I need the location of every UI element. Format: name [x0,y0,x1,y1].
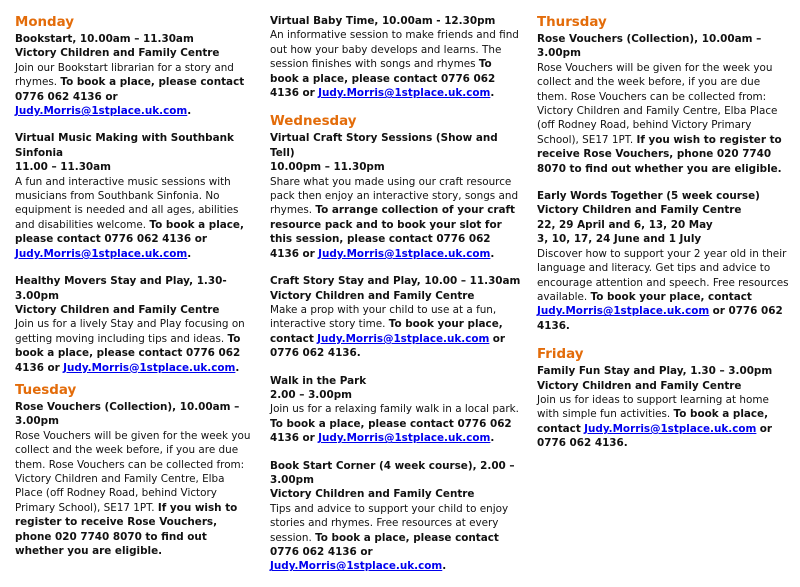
booking-text: To book a place, please contact 0776 062 4136 or [270,531,499,558]
event-venue: Victory Children and Family Centre [15,303,220,316]
event-description: Join us for a relaxing family walk in a local park. [270,403,519,416]
email-link[interactable]: Judy.Morris@1stplace.uk.com [15,105,188,118]
event-description: Discover how to support your 2 year old in their language and literacy. Get tips and advice to encourage attention and speech. Free resources available. [537,247,789,303]
event-virtual-music [15,131,251,261]
booking-text: To book your place, contact [590,290,752,303]
email-link[interactable]: Judy.Morris@1stplace.uk.com [317,332,490,345]
event-healthy-movers [15,274,251,375]
event-walk-in-park [270,374,522,446]
event-venue: Victory Children and Family Centre [537,204,742,217]
event-time: 2.00 – 3.00pm [270,388,352,401]
email-link[interactable]: Judy.Morris@1stplace.uk.com [270,560,443,573]
booking-text: To book a place, please contact 0776 062 4136 or [270,417,512,445]
event-time: 10.00pm – 11.30pm [270,161,385,174]
booking-text-end: or 0776 062 4136. [537,305,783,332]
day-heading-monday: Monday [15,15,74,30]
column-2 [270,14,522,587]
event-title: Craft Story Stay and Play, 10.00 – 11.30am [270,275,521,288]
event-description: Make a prop with your child to use at a fun, interactive story time. [270,303,497,331]
booking-text: To book a place, please contact 0776 062 4136 or [15,218,244,246]
booking-text: To book a place, please contact 0776 062 4136 or [15,332,241,374]
event-title: Walk in the Park [270,374,367,387]
booking-text-end: . [235,361,240,374]
event-title: Virtual Baby Time, 10.00am - 12.30pm [270,15,496,27]
booking-text-end: . [490,432,495,445]
event-time: 11.00 – 11.30am [15,161,112,174]
event-description: Join our Bookstart librarian for a story and rhymes. [15,61,234,89]
email-link[interactable]: Judy.Morris@1stplace.uk.com [584,422,757,435]
event-virtual-baby-time [270,14,522,100]
booking-text-end: or 0776 062 4136. [270,332,505,360]
event-description: Rose Vouchers will be given for the week you collect and the week before, if you are due them. Rose Vouchers can be collected from: Victory Children and Family Centre, Elba Place (off Rodney Road, behind Victory Primary School), SE17 1PT. [537,61,778,146]
event-rose-vouchers-thursday [537,32,789,176]
event-description: A fun and interactive music sessions with musicians from Southbank Sinfonia. No equipment is needed and all ages, abilities and disabilities welcome. [15,175,239,231]
event-dates: 22, 29 April and 6, 13, 20 May [537,218,713,231]
booking-text: If you wish to register to receive Rose Vouchers, phone 020 7740 8070 to find out whether you are eligible. [537,133,782,175]
email-link[interactable]: Judy.Morris@1stplace.uk.com [318,432,491,445]
booking-text: To arrange collection of your craft resource pack and to book your slot for this session, please contact 0776 062 4136 or [270,204,516,260]
day-heading-tuesday: Tuesday [15,382,77,398]
event-bookstart [15,32,251,118]
event-title: Bookstart, 10.00am – 11.30am [15,33,194,45]
booking-text-end: . [490,247,495,260]
booking-text: To book a place, please contact 0776 062 4136 or [15,76,245,103]
event-book-start-corner [270,459,522,574]
email-link[interactable]: Judy.Morris@1stplace.uk.com [318,247,491,260]
email-link[interactable]: Judy.Morris@1stplace.uk.com [63,361,236,374]
event-venue: Victory Children and Family Centre [537,379,742,392]
column-3 [537,14,789,464]
event-dates: 3, 10, 17, 24 June and 1 July [537,233,702,246]
day-heading-friday: Friday [537,347,584,363]
event-description: Share what you made using our craft resource pack then enjoy an interactive story, songs and rhymes. [270,175,519,217]
event-family-fun-stay-play [537,364,789,450]
email-link[interactable]: Judy.Morris@1stplace.uk.com [318,87,491,100]
event-title: Healthy Movers Stay and Play, 1.30-3.00pm [15,275,227,302]
event-virtual-craft-story [270,131,522,261]
booking-text: To book a place, contact [537,408,769,435]
booking-text-end: . [442,560,447,573]
event-venue: Victory Children and Family Centre [270,488,475,501]
booking-text: To book a place, please contact 0776 062 4136 or [270,58,496,100]
email-link[interactable]: Judy.Morris@1stplace.uk.com [15,247,188,260]
event-description: Tips and advice to support your child to enjoy stories and rhymes. Free resources at every session. [270,502,509,544]
event-early-words-together [537,189,789,333]
event-description: Join us for a lively Stay and Play focusing on getting moving including tips and ideas. [15,318,245,345]
event-title: Rose Vouchers (Collection), 10.00am – 3.00pm [15,400,240,428]
event-title: Book Start Corner (4 week course), 2.00 – 3.00pm [270,459,515,486]
event-rose-vouchers-tuesday [15,400,251,558]
booking-text: To book your place, contact [270,318,503,345]
email-link[interactable]: Judy.Morris@1stplace.uk.com [537,305,710,318]
event-title: Virtual Craft Story Sessions (Show and Tell) [270,132,498,159]
event-title: Family Fun Stay and Play, 1.30 – 3.00pm [537,365,773,378]
booking-text-end: . [187,247,192,260]
booking-text: If you wish to register to receive Rose Vouchers, phone 020 7740 8070 to find out whether you are eligible. [15,501,238,557]
event-venue: Victory Children and Family Centre [270,289,475,302]
booking-text-end: or 0776 062 4136. [537,422,772,450]
event-venue: Victory Children and Family Centre [15,47,220,60]
column-1 [15,14,251,571]
event-title: Rose Vouchers (Collection), 10.00am – 3.00pm [537,33,762,60]
day-heading-wednesday: Wednesday [270,114,357,130]
day-heading-thursday: Thursday [537,15,607,30]
event-description: An informative session to make friends and find out how your baby develops and learns. The session finishes with songs and rhymes [270,29,519,71]
booking-text-end: . [490,87,495,100]
event-craft-story-stay-play [270,274,522,360]
event-description: Join us for ideas to support learning at home with simple fun activities. [537,393,769,421]
booking-text-end: . [187,105,192,118]
event-title: Early Words Together (5 week course) [537,190,760,203]
event-title: Virtual Music Making with Southbank Sinfonia [15,132,234,159]
event-description: Rose Vouchers will be given for the week you collect and the week before, if you are due them. Rose Vouchers can be collected from: Victory Children and Family Centre, Elba Place (off Rodney Road, behind Victory Primary School), SE17 1PT. [15,429,251,514]
